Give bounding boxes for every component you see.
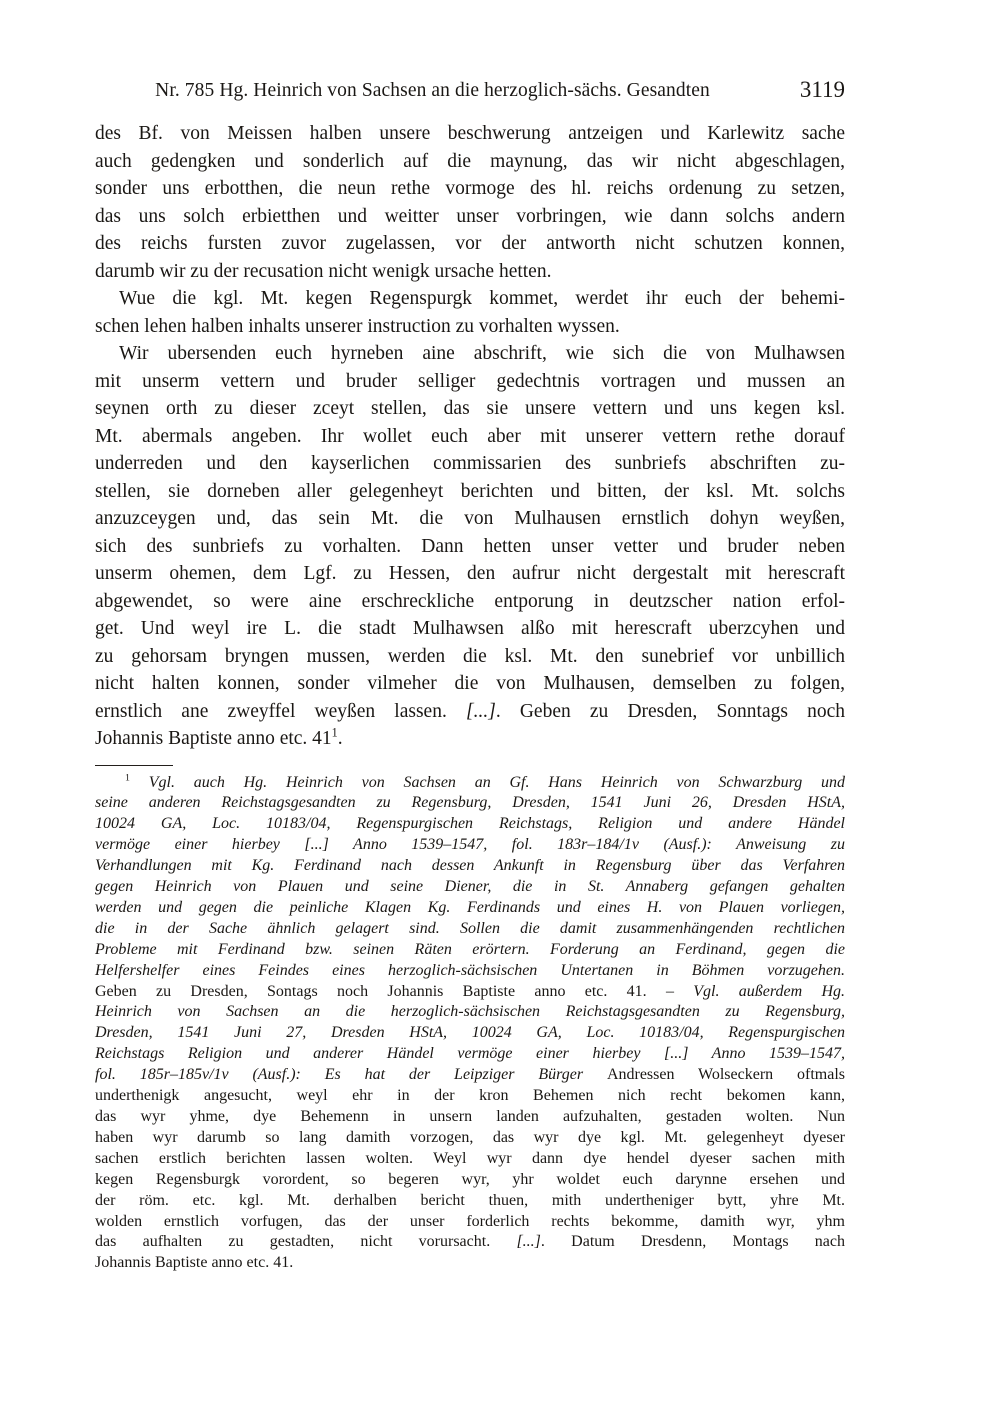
text-segment: Heinrich von Sachsen an die herzoglich-sächsischen Reichstagsgesandten zu Regensburg, — [95, 1003, 845, 1021]
text-line — [95, 1253, 845, 1274]
text-line — [95, 1128, 845, 1149]
text-segment: 10024 GA, Loc. 10183/04, Regenspurgischen Reichstags, Religion und andere Händel — [95, 815, 845, 833]
text-line — [95, 478, 845, 506]
text-segment: nicht halten konnen, sonder vilmeher die von Mulhausen, demselben zu folgen, — [95, 673, 845, 694]
text-segment: . Geben zu Dresden, Sonntags noch — [495, 700, 846, 722]
text-segment: [...] — [516, 1233, 541, 1251]
text-segment: sonder uns erbotthen, die neun rethe vormoge des hl. reichs ordenung zu setzen, — [95, 178, 845, 199]
text-segment: der röm. etc. kgl. Mt. derhalben bericht thuen, mith undertheniger bytt, yhre Mt. — [95, 1191, 845, 1209]
footnote-reference: 1 — [331, 725, 338, 740]
text-segment: . — [337, 728, 343, 749]
text-segment: das wyr yhme, dye Behemenn in unsern landen aufzuhalten, gestaden wolten. Nun — [95, 1108, 845, 1125]
text-segment: seine anderen Reichstagsgesandten zu Regensburg, Dresden, 1541 Juni 26, Dresden HStA, — [95, 794, 845, 812]
text-segment: . Datum Dresdenn, Montags nach — [540, 1233, 845, 1251]
text-segment: ernstlich ane zweyffel weyßen lassen. — [95, 700, 466, 722]
letter-text — [95, 120, 845, 753]
text-line — [95, 793, 845, 814]
text-line — [95, 1232, 845, 1253]
text-segment: schen lehen halben inhalts unserer instruction zu vorhalten wyssen. — [95, 315, 620, 337]
text-segment: darumb wir zu der recusation nicht wenigk ursache hetten. — [95, 260, 552, 282]
text-segment: stellen, sie dorneben aller gelegenheyt berichten und bitten, der ksl. Mt. solchs — [95, 480, 845, 502]
text-line — [95, 1149, 845, 1170]
text-line — [95, 961, 845, 982]
text-line — [95, 285, 845, 313]
text-segment: anzuzceygen und, das sein Mt. die von Mulhausen ernstlich dohyn weyßen, — [95, 508, 845, 529]
text-line — [95, 919, 845, 940]
text-line — [95, 898, 845, 919]
text-line — [95, 1212, 845, 1233]
text-line — [95, 203, 845, 231]
footnote-reference: 1 — [125, 772, 130, 784]
text-segment: die in der Sache ähnlich gelagert sind. Sollen die damit zusammenhängenden rechtlichen — [95, 919, 845, 937]
text-line — [95, 450, 845, 478]
text-segment: underreden und den kayserlichen commissarien des sunbriefs abschriften zu- — [95, 453, 845, 474]
text-line — [95, 340, 845, 368]
text-segment: kegen Regensburgk vorordent, so begeren wyr, yhr woldet euch darynne ersehen und — [95, 1170, 845, 1188]
text-segment: mit unserm vettern und bruder selliger gedechtnis vortragen und mussen an — [95, 370, 845, 392]
text-line — [95, 1170, 845, 1191]
text-line — [95, 725, 845, 753]
text-segment: gegen Heinrich von Plauen und seine Diener, die in St. Annaberg gefangen gehalten — [95, 878, 845, 896]
text-line — [95, 1044, 845, 1065]
text-segment: Probleme mit Ferdinand bzw. seinen Räten erörtern. Forderung an Ferdinand, gegen die — [95, 940, 845, 958]
text-segment: unserm ohemen, dem Lgf. zu Hessen, den aufrur nicht dergestalt mit herescraft — [95, 563, 845, 584]
text-line — [95, 940, 845, 961]
text-segment: Vgl. außerdem Hg. — [693, 982, 845, 1000]
text-line — [95, 877, 845, 898]
text-segment: Andressen Wolseckern oftmals — [606, 1066, 845, 1084]
text-line — [95, 1065, 845, 1086]
text-segment: zu gehorsam bryngen mussen, werden die ksl. Mt. den sunebrief vor unbillich — [95, 645, 845, 667]
text-line — [95, 1086, 845, 1107]
text-segment: Mt. abermals angeben. Ihr wollet euch aber mit unserer vettern rethe dorauf — [95, 425, 845, 447]
text-segment: des Bf. von Meissen halben unsere beschwerung antzeigen und Karlewitz sache — [95, 123, 845, 144]
text-segment: werden und gegen die peinliche Klagen Kg. Ferdinands und eines H. von Plauen vorliegen, — [95, 898, 845, 916]
text-segment: sachen erstlich berichten lassen wolten. Weyl wyr dann dye hendel dyeser sachen mith — [95, 1149, 845, 1167]
text-line — [95, 505, 845, 533]
text-segment: abgewendet, so were aine erschreckliche entporung in deutzscher nation erfol- — [95, 590, 845, 612]
text-segment: Helfershelfer eines Feindes eines herzoglich-sächsischen Untertanen in Böhmen vorzugehen. — [95, 961, 845, 979]
text-line — [95, 856, 845, 877]
page-header — [95, 77, 845, 120]
page-number: 3119 — [799, 77, 845, 102]
text-line — [95, 835, 845, 856]
text-line — [95, 313, 845, 341]
footnote-separator — [95, 765, 173, 766]
text-segment: underthenigk angesucht, weyl ehr in der kron Behemen nich recht bekomen kann, — [95, 1087, 845, 1105]
text-segment: Johannis Baptiste anno etc. 41 — [95, 728, 332, 749]
text-segment: vermöge einer hierbey [...] Anno 1539–1547, fol. 183r–184/1v (Ausf.): Anweisung zu — [95, 836, 845, 854]
text-line — [95, 670, 845, 698]
text-segment: Verhandlungen mit Kg. Ferdinand nach dessen Ankunft in Regensburg über das Verfahren — [95, 857, 845, 875]
text-column — [95, 77, 846, 1274]
text-line — [95, 615, 845, 643]
text-line — [95, 120, 845, 148]
text-segment: Johannis Baptiste anno etc. 41. — [95, 1254, 294, 1272]
text-segment: wolden ernstlich vorfugen, das der unser forderlich rechts bekomme, damith wyr, yhm — [95, 1212, 845, 1230]
text-line — [95, 643, 845, 671]
text-segment: des reichs fursten zuvor zugelassen, vor der antworth nicht schutzen konnen, — [95, 233, 845, 254]
text-segment: fol. 185r–185v/1v (Ausf.): Es hat der Leipziger Bürger — [95, 1066, 607, 1084]
text-line — [95, 1107, 845, 1128]
text-segment: das aufhalten zu gestadten, nicht vorursacht. — [95, 1233, 517, 1251]
text-segment: auch gedengken und sonderlich auf die maynung, das wir nicht abgeschlagen, — [95, 150, 845, 172]
text-segment: Wue die kgl. Mt. kegen Regenspurgk kommet, werdet ihr euch der behemi- — [119, 288, 845, 309]
footnote — [95, 773, 845, 1275]
text-line — [95, 588, 845, 616]
text-line — [95, 533, 845, 561]
text-line — [95, 1023, 845, 1044]
text-segment: Vgl. auch Hg. Heinrich von Sachsen an Gf. Hans Heinrich von Schwarzburg und — [129, 773, 845, 791]
text-line — [95, 560, 845, 588]
text-line — [95, 698, 845, 726]
text-segment: das uns solch erbietthen und weitter unser vorbringen, wie dann solchs andern — [95, 205, 845, 227]
text-line — [95, 1191, 845, 1212]
text-line — [95, 773, 845, 794]
text-segment: sich des sunbriefs zu vorhalten. Dann hetten unser vetter und bruder neben — [95, 535, 845, 557]
text-segment: Dresden, 1541 Juni 27, Dresden HStA, 10024 GA, Loc. 10183/04, Regenspurgischen — [95, 1024, 845, 1042]
text-line — [95, 148, 845, 176]
text-line — [95, 814, 845, 835]
text-line — [95, 395, 845, 423]
text-line — [95, 1002, 845, 1023]
text-segment: Reichstags Religion und anderer Händel vermöge einer hierbey [...] Anno 1539–1547, — [95, 1045, 845, 1063]
text-segment: haben wyr darumb so lang damith vorzogen, das wyr dye kgl. Mt. gelegenheyt dyeser — [95, 1128, 845, 1146]
text-segment: Wir ubersenden euch hyrneben aine abschrift, wie sich die von Mulhawsen — [119, 343, 845, 364]
text-segment: seynen orth zu dieser zceyt stellen, das sie unsere vettern und uns kegen ksl. — [95, 398, 845, 419]
text-segment: [...] — [466, 700, 496, 722]
text-segment: get. Und weyl ire L. die stadt Mulhawsen alßo mit herescraft uberzcyhen und — [95, 618, 845, 639]
text-line — [95, 368, 845, 396]
text-line — [95, 982, 845, 1003]
text-line — [95, 258, 845, 286]
text-line — [95, 230, 845, 258]
text-line — [95, 423, 845, 451]
text-segment: Geben zu Dresden, Sontags noch Johannis Baptiste anno etc. 41. – — [95, 982, 694, 1000]
running-head: Nr. 785 Hg. Heinrich von Sachsen an die herzoglich-sächs. Gesandten — [155, 80, 710, 101]
text-line — [95, 175, 845, 203]
